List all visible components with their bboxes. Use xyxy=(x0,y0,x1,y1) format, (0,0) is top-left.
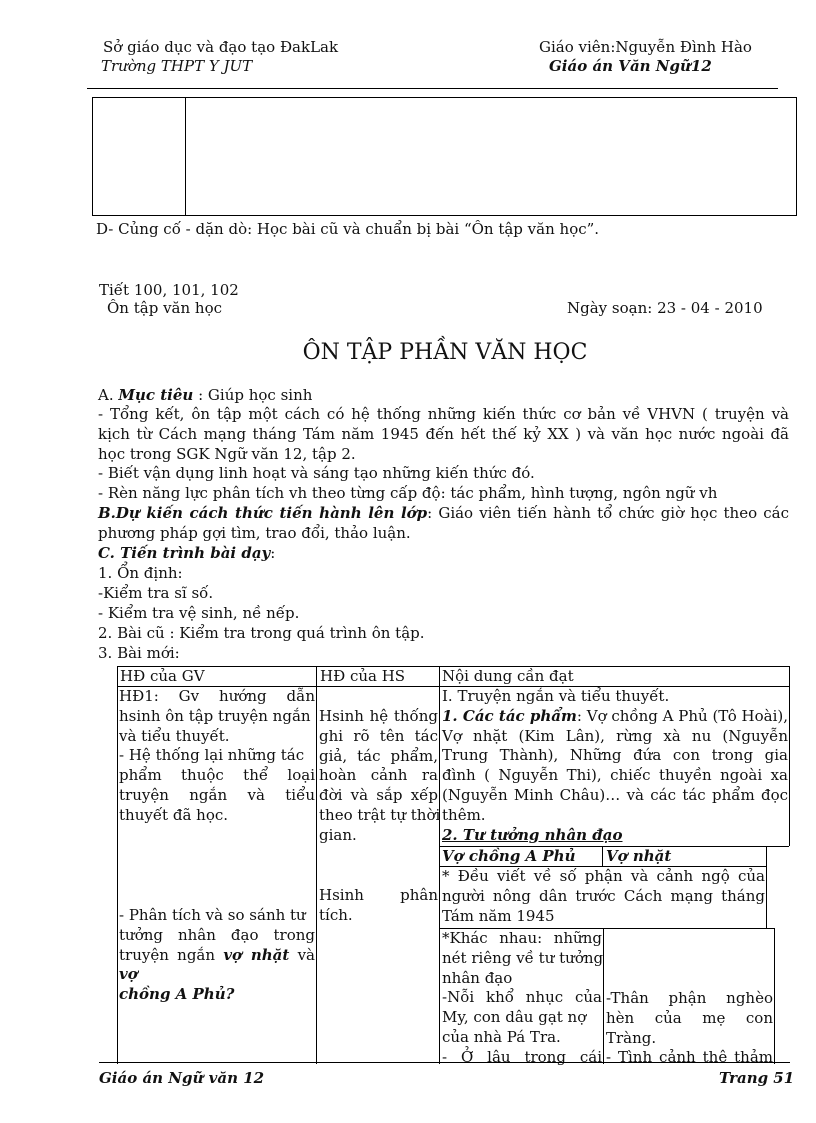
footer-left: Giáo án Ngữ văn 12 xyxy=(99,1069,265,1087)
consolidation-line: D- Củng cố - dặn dò: Học bài cũ và chuẩn bị bài “Ôn tập văn học”. xyxy=(96,220,600,238)
table-header-content: Nội dung cần đạt xyxy=(442,667,574,685)
table-cell-gv-1: HĐ1: Gv hướng dẫn hsinh ôn tập truyện ngắn và tiểu thuyết. - Hệ thống lại những tác phẩm thuộc thể loại truyện ngắn và tiểu thuyết đã học. xyxy=(119,687,315,824)
table-header-hs: HĐ của HS xyxy=(320,667,406,685)
table-cell-hs-2: Hsinh phân tích. xyxy=(319,886,438,924)
inner-table-right xyxy=(766,846,767,928)
section-c-item: -Kiểm tra sĩ số. xyxy=(98,584,214,602)
section-c-heading: C. Tiến trình bài dạy: xyxy=(98,544,276,562)
table-right-border xyxy=(789,666,790,846)
inner-header-vo-nhat: Vợ nhặt xyxy=(606,847,672,865)
header-teacher: Giáo viên:Nguyễn Đình Hào xyxy=(539,38,752,56)
empty-table-box xyxy=(92,97,797,216)
section-a-heading: A. Mục tiêu : Giúp học sinh xyxy=(98,386,313,404)
inner-table-diff-divider xyxy=(603,928,604,1064)
table-cell-content: I. Truyện ngắn và tiểu thuyết. 1. Các tác phẩm: Vợ chồng A Phủ (Tô Hoài), Vợ nhặt (Kim Lân), rừng xà nu (Nguyễn Trung Thành), Những đứa con trong gia đình ( Nguyễn Thi), chiếc thuyền ngoài xa (Nguyễn Minh Châu)… và các tác phẩm đọc thêm. 2. Tư tưởng nhân đạo xyxy=(442,687,788,844)
table-col-divider-2 xyxy=(439,666,440,1064)
inner-header-vo-chong-a-phu: Vợ chồng A Phủ xyxy=(442,847,576,865)
lesson-name: Ôn tập văn học xyxy=(107,299,223,317)
section-b: B.Dự kiến cách thức tiến hành lên lớp: Giáo viên tiến hành tổ chức giờ học theo các phương pháp gợi tìm, trao đổi, thảo luận. xyxy=(98,504,789,542)
page-title: ÔN TẬP PHẦN VĂN HỌC xyxy=(302,340,588,365)
inner-diff-right: -Thân phận nghèo hèn của mẹ con Tràng. - Tình cảnh thê thảm xyxy=(606,989,773,1067)
footer-page-number: Trang 51 xyxy=(719,1069,795,1087)
period-numbers: Tiết 100, 101, 102 xyxy=(99,281,239,299)
section-a-paragraph-2: - Biết vận dụng linh hoạt và sáng tạo những kiến thức đó. xyxy=(98,464,535,482)
table-cell-gv-2: - Phân tích và so sánh tư tưởng nhân đạo trong truyện ngắn vợ nhặt và vợ chồng A Phủ? xyxy=(119,906,315,1004)
footer-rule xyxy=(99,1062,790,1063)
table-cell-hs-1: Hsinh hệ thống ghi rõ tên tác giả, tác phẩm, hoàn cảnh ra đời và sắp xếp theo trật tự thời gian. xyxy=(319,707,441,844)
section-a-paragraph-1: - Tổng kết, ôn tập một cách có hệ thống những kiến thức cơ bản về VHVN ( truyện và kịch từ Cách mạng tháng Tám năm 1945 đến hết thế kỷ XX ) và văn học nước ngoài đã học trong SGK Ngữ văn 12, tập 2. xyxy=(98,405,789,463)
header-department: Sở giáo dục và đạo tạo ĐakLak xyxy=(103,38,339,56)
inner-diff-left: *Khác nhau: những nét riêng về tư tưởng nhân đạo -Nỗi khổ nhục của My, con dâu gạt nợ của nhà Pá Tra. - Ở lâu trong cái xyxy=(442,929,604,1066)
preparation-date: Ngày soạn: 23 - 04 - 2010 xyxy=(567,299,763,317)
inner-table-header-divider xyxy=(602,846,603,866)
section-a-paragraph-3: - Rèn năng lực phân tích vh theo từng cấp độ: tác phẩm, hình tượng, ngôn ngữ vh xyxy=(98,484,718,502)
table-header-gv: HĐ của GV xyxy=(120,667,205,685)
inner-common-cell: * Đều viết về số phận và cảnh ngộ của người nông dân trước Cách mạng tháng Tám năm 1945 xyxy=(442,867,765,925)
table-left-border xyxy=(117,666,118,1064)
header-rule xyxy=(87,88,778,89)
table-col-divider-1 xyxy=(316,666,317,1064)
header-school: Trường THPT Y JUT xyxy=(101,57,253,75)
section-c-item: 1. Ổn định: xyxy=(98,564,183,582)
empty-table-divider xyxy=(185,97,186,216)
section-c-item: - Kiểm tra vệ sinh, nề nếp. xyxy=(98,604,300,622)
section-c-item: 3. Bài mới: xyxy=(98,644,180,662)
inner-table-diff-right xyxy=(774,928,775,1064)
section-c-item: 2. Bài cũ : Kiểm tra trong quá trình ôn tập. xyxy=(98,624,425,642)
header-lesson-plan: Giáo án Văn Ngữ12 xyxy=(549,57,712,75)
